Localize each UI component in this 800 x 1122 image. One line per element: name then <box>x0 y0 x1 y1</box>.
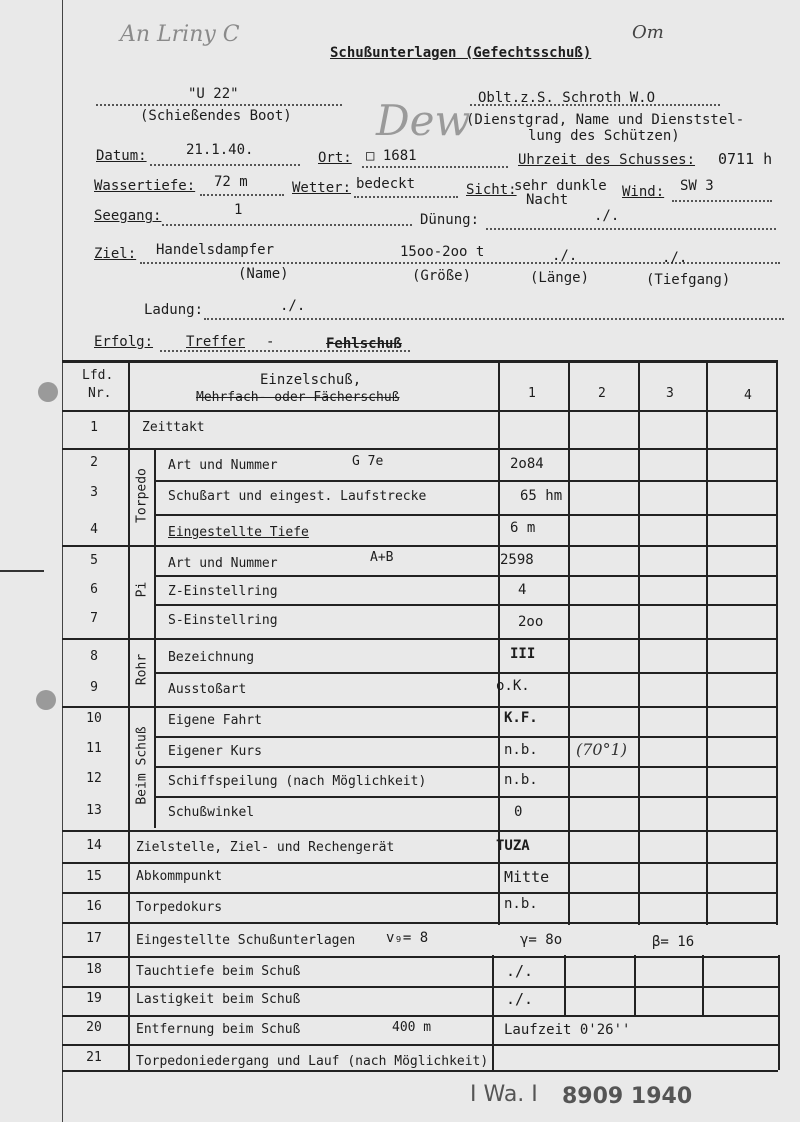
erfolg-fehlschuss: Fehlschuß <box>326 336 402 352</box>
erfolg-treffer: Treffer <box>186 334 246 350</box>
row-nr-4: 4 <box>90 522 98 537</box>
table-col4-line-lower <box>702 955 704 1015</box>
row-value-14: TUZA <box>496 838 530 854</box>
row-nr-18: 18 <box>86 962 102 977</box>
sicht-value-2: Nacht <box>526 192 569 208</box>
row-value-8: III <box>510 646 536 662</box>
row-label-5: Art und Nummer <box>168 556 278 571</box>
row-line-19 <box>62 1015 778 1017</box>
sicht-label: Sicht: <box>466 182 517 198</box>
row-value-16: n.b. <box>504 896 538 912</box>
row-nr-17: 17 <box>86 931 102 946</box>
row-value-3: 65 hm <box>520 488 563 504</box>
ladung-dotted-line <box>204 318 784 320</box>
duenung-label: Dünung: <box>420 212 480 228</box>
wassertiefe-dotted-line <box>200 194 284 196</box>
punch-hole-top <box>38 382 58 402</box>
row-nr-15: 15 <box>86 869 102 884</box>
head-col-2: 2 <box>598 386 606 401</box>
table-top-line <box>62 360 778 363</box>
head-lfd-1: Lfd. <box>82 368 114 383</box>
row-label-8: Bezeichnung <box>168 650 255 665</box>
row-line-12 <box>154 796 778 798</box>
boat-label: (Schießendes Boot) <box>140 108 292 124</box>
wassertiefe-value: 72 m <box>214 174 248 190</box>
row-line-11 <box>154 766 778 768</box>
shooter-label-1: (Dienstgrad, Name und Dienststel- <box>466 112 745 128</box>
wetter-value: bedeckt <box>356 176 416 192</box>
row-label-21: Torpedoniedergang und Lauf (nach Möglichkeit) <box>136 1054 489 1069</box>
table-col3-line <box>638 360 640 925</box>
wind-label: Wind: <box>622 184 665 200</box>
row-value-10: K.F. <box>504 710 538 726</box>
row-label-3: Schußart und eingest. Laufstrecke <box>168 489 427 504</box>
handwritten-center-signature: Dew <box>376 96 471 145</box>
row-label-1: Zeittakt <box>142 420 205 435</box>
row-value-18: ./. <box>506 962 534 980</box>
wind-value: SW 3 <box>680 178 714 194</box>
row-line-1 <box>62 448 778 450</box>
row-nr-11: 11 <box>86 741 102 756</box>
uhrzeit-label: Uhrzeit des Schusses: <box>518 152 696 168</box>
row-extra-2: G 7e <box>352 454 384 469</box>
row-value-20: Laufzeit 0'26'' <box>504 1022 631 1038</box>
row-label-6: Z-Einstellring <box>168 584 278 599</box>
handwritten-kurs: (70°1) <box>576 740 628 759</box>
sicht-value-1: sehr dunkle <box>514 178 607 194</box>
erfolg-label: Erfolg: <box>94 334 154 350</box>
seegang-value: 1 <box>234 202 243 218</box>
punch-hole-bottom <box>36 690 56 710</box>
row-label-16: Torpedokurs <box>136 900 223 915</box>
wind-dotted-line <box>672 200 772 202</box>
table-right-line <box>776 360 778 925</box>
row-value-5: 2598 <box>500 552 534 568</box>
datum-label: Datum: <box>96 148 147 164</box>
group-pi: Pi <box>134 581 150 598</box>
row-nr-8: 8 <box>90 649 98 664</box>
row17-beta: β= 16 <box>652 934 695 950</box>
group-beim-schuss: Beim Schuß <box>134 726 150 805</box>
row-line-7 <box>62 638 778 640</box>
row-extra-20: 400 m <box>392 1020 432 1035</box>
shooter-value: Oblt.z.S. Schroth W.O <box>478 90 656 106</box>
row-value-11: n.b. <box>504 742 538 758</box>
head-einzel: Einzelschuß, <box>260 372 362 388</box>
wassertiefe-label: Wassertiefe: <box>94 178 196 194</box>
head-lfd-2: Nr. <box>88 386 112 401</box>
row-nr-5: 5 <box>90 553 98 568</box>
row-nr-20: 20 <box>86 1020 102 1035</box>
left-margin-line <box>62 0 63 1122</box>
table-col4-line <box>706 360 708 925</box>
row-nr-9: 9 <box>90 680 98 695</box>
row-line-14 <box>62 862 778 864</box>
row-label-18: Tauchtiefe beim Schuß <box>136 964 301 979</box>
row-nr-3: 3 <box>90 485 98 500</box>
row-value-4: 6 m <box>510 520 536 536</box>
shooter-label-2: lung des Schützen) <box>528 128 680 144</box>
row-line-16 <box>62 922 778 924</box>
erfolg-dash: - <box>266 334 275 350</box>
ziel-laenge-label: (Länge) <box>530 270 590 286</box>
row-value-9: o.K. <box>496 678 530 694</box>
handwritten-top-left: An Lriny C <box>120 22 240 47</box>
table-col2-line <box>568 360 570 925</box>
row-value-15: Mitte <box>504 868 550 886</box>
row17-vg: v₉= 8 <box>386 930 429 946</box>
ort-value: □ 1681 <box>366 148 417 164</box>
group-rohr: Rohr <box>134 653 150 686</box>
head-col-4: 4 <box>744 388 752 403</box>
row17-gamma: γ= 8o <box>520 932 563 948</box>
row-nr-10: 10 <box>86 711 102 726</box>
row-nr-19: 19 <box>86 991 102 1006</box>
head-col-3: 3 <box>666 386 674 401</box>
row-label-17: Eingestellte Schußunterlagen <box>136 933 356 948</box>
archive-stamp-text: I Wa. I <box>470 1082 538 1107</box>
wetter-dotted-line <box>354 196 458 198</box>
row-label-7: S-Einstellring <box>168 613 278 628</box>
datum-value: 21.1.40. <box>186 142 254 158</box>
row-label-15: Abkommpunkt <box>136 869 223 884</box>
row-nr-21: 21 <box>86 1050 102 1065</box>
ziel-groesse-label: (Größe) <box>412 268 472 284</box>
table-col1-line-lower <box>492 955 494 1070</box>
ladung-label: Ladung: <box>144 302 204 318</box>
row-line-18 <box>62 986 778 988</box>
row-label-12: Schiffspeilung (nach Möglichkeit) <box>168 774 427 789</box>
row-value-6: 4 <box>518 582 527 598</box>
row-nr-2: 2 <box>90 455 98 470</box>
row-line-head <box>62 410 778 412</box>
row-label-9: Ausstoßart <box>168 682 247 697</box>
duenung-dotted-line <box>486 228 776 230</box>
row-nr-13: 13 <box>86 803 102 818</box>
ziel-name-label: (Name) <box>238 266 289 282</box>
seegang-dotted-line <box>162 224 412 226</box>
row-line-4 <box>62 545 778 547</box>
row-nr-6: 6 <box>90 582 98 597</box>
row-line-3 <box>154 514 778 516</box>
table-right-line-lower <box>778 955 780 1070</box>
table-col2-line-lower <box>564 955 566 1015</box>
row-label-4: Eingestellte Tiefe <box>168 525 309 540</box>
ort-dotted-line <box>362 166 508 168</box>
row-nr-7: 7 <box>90 611 98 626</box>
row-line-6 <box>154 604 778 606</box>
row-label-19: Lastigkeit beim Schuß <box>136 992 301 1007</box>
page-title: Schußunterlagen (Gefechtsschuß) <box>330 45 592 61</box>
wetter-label: Wetter: <box>292 180 352 196</box>
table-col3-line-lower <box>634 955 636 1015</box>
row-label-20: Entfernung beim Schuß <box>136 1022 301 1037</box>
row-label-10: Eigene Fahrt <box>168 713 262 728</box>
row-line-13 <box>62 830 778 832</box>
row-value-19: ./. <box>506 990 534 1008</box>
row-label-11: Eigener Kurs <box>168 744 262 759</box>
ladung-value: ./. <box>280 298 306 314</box>
row-line-9 <box>62 706 778 708</box>
row-extra-5: A+B <box>370 550 394 565</box>
row-label-13: Schußwinkel <box>168 805 255 820</box>
row-value-2: 2o84 <box>510 456 544 472</box>
handwritten-top-right: Om <box>632 22 664 43</box>
row-line-10 <box>154 736 778 738</box>
uhrzeit-value: 0711 h <box>718 150 773 168</box>
ziel-tiefgang-label: (Tiefgang) <box>646 272 731 288</box>
row-nr-1: 1 <box>90 420 98 435</box>
seegang-label: Seegang: <box>94 208 162 224</box>
margin-tick <box>0 570 44 572</box>
head-mehrfach: Mehrfach- oder Fächerschuß <box>196 390 400 405</box>
group-torpedo: Torpedo <box>134 468 150 523</box>
row-value-7: 2oo <box>518 614 544 630</box>
row-line-15 <box>62 892 778 894</box>
ziel-label: Ziel: <box>94 246 137 262</box>
boat-dotted-line <box>96 104 342 106</box>
row-line-17 <box>62 956 778 958</box>
row-line-21 <box>62 1070 778 1072</box>
row-nr-16: 16 <box>86 899 102 914</box>
row-line-5 <box>154 575 778 577</box>
ziel-groesse: 15oo-2oo t <box>400 244 485 260</box>
table-col-nr-line <box>128 360 130 1070</box>
boat-value: "U 22" <box>188 86 239 102</box>
row-line-8 <box>154 672 778 674</box>
ziel-name: Handelsdampfer <box>156 242 275 258</box>
ziel-tiefgang: ./. <box>662 250 688 266</box>
row-label-14: Zielstelle, Ziel- und Rechengerät <box>136 840 395 855</box>
row-value-12: n.b. <box>504 772 538 788</box>
row-nr-14: 14 <box>86 838 102 853</box>
ort-label: Ort: <box>318 150 352 166</box>
ziel-laenge: ./. <box>552 248 578 264</box>
duenung-value: ./. <box>594 208 620 224</box>
row-nr-12: 12 <box>86 771 102 786</box>
row-value-13: 0 <box>514 804 523 820</box>
archive-stamp-number: 8909 1940 <box>562 1084 693 1109</box>
head-col-1: 1 <box>528 386 536 401</box>
row-line-20 <box>62 1044 778 1046</box>
row-line-2 <box>154 480 778 482</box>
datum-dotted-line <box>150 164 300 166</box>
row-label-2: Art und Nummer <box>168 458 278 473</box>
